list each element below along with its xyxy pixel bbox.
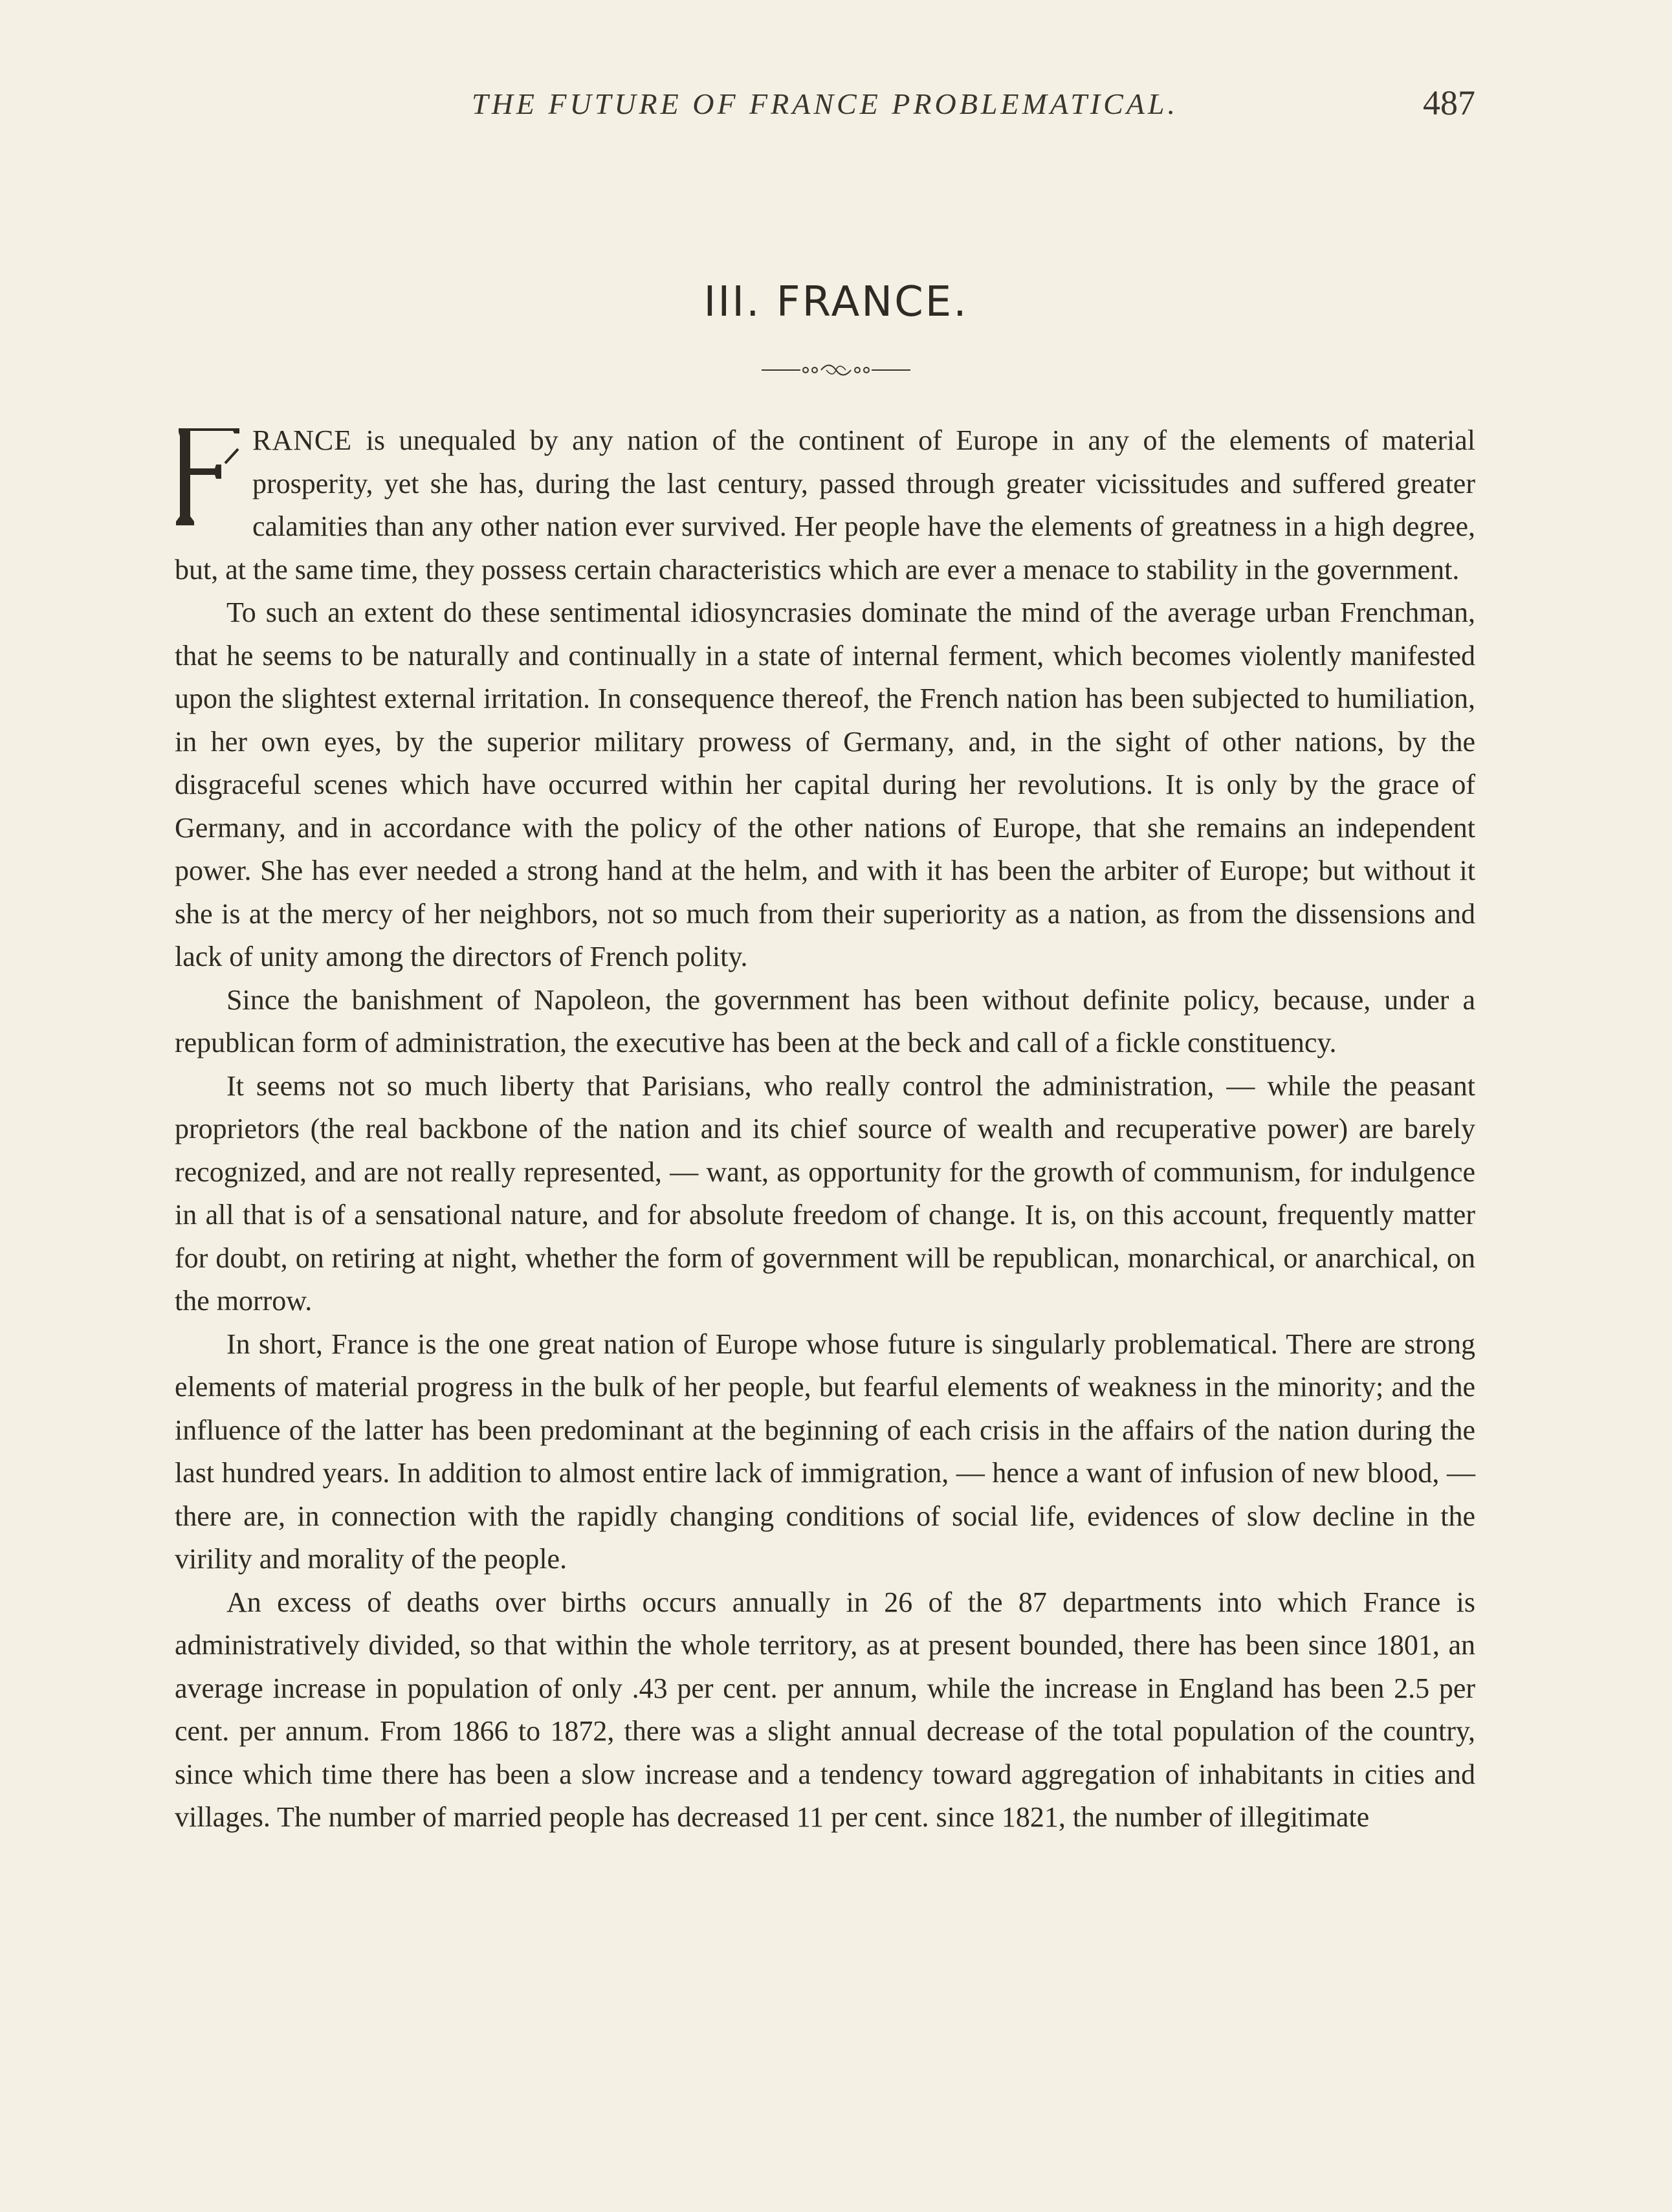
paragraph-6: An excess of deaths over births occurs annually in 26 of the 87 departments into which France is administratively divided, so that within the whole territory, as at present bounded, there has been since 1801, an average increase in population of only .43 per cent. per annum, while the increase in England has been 2.5 per cent. per annum. From 1866 to 1872, there was a slight annual decrease of the total population of the country, since which time there has been a slow increase and a tendency toward aggregation of inhabitants in cities and villages. The number of married people has decreased 11 per cent. since 1821, the number of illegitimate <box>175 1586 1475 1833</box>
paragraph-2: To such an extent do these sentimental idiosyncrasies dominate the mind of the average urban Frenchman, that he seems to be naturally and continually in a state of internal ferment, which becomes violently manifested upon the slightest external irritation. In consequence thereof, the French nation has been subjected to humiliation, in her own eyes, by the superior military prowess of Germany, and, in the sight of other nations, by the disgraceful scenes which have occurred within her capital during her revolutions. It is only by the grace of Germany, and in accordance with the policy of the other nations of Europe, that she remains an independent power. She has ever needed a strong hand at the helm, and with it has been the arbiter of Europe; but without it she is at the mercy of her neighbors, not so much from their superiority as a nation, as from the dissensions and lack of unity among the directors of French polity. <box>175 597 1475 972</box>
page-number: 487 <box>1423 83 1475 122</box>
paragraph-5: In short, France is the one great nation of Europe whose future is singularly problematical. There are strong elements of material progress in the bulk of her people, but fearful elements of weakness in the minority; and the influence of the latter has been predominant at the beginning of each crisis in the affairs of the nation during the last hundred years. In addition to almost entire lack of immigration, — hence a want of infusion of new blood, — there are, in connection with the rapidly changing conditions of social life, evidences of slow decline in the virility and morality of the people. <box>175 1328 1475 1575</box>
paragraph-1 <box>175 419 1475 591</box>
body-text <box>175 419 1475 1839</box>
running-head <box>175 78 1475 136</box>
paragraph-4: It seems not so much liberty that Parisians, who really control the administration, — while the peasant proprietors (the real backbone of the nation and its chief source of wealth and recuperative power) are barely recognized, and are not really represented, — want, as opportunity for the growth of communism, for indulgence in all that is of a sensational nature, and for absolute freedom of change. It is, on this account, frequently matter for doubt, on retiring at night, whether the form of government will be republican, monarchical, or anarchical, on the morrow. <box>175 1069 1475 1317</box>
running-title: THE FUTURE OF FRANCE PROBLEMATICAL. <box>472 87 1178 120</box>
ornament-divider-icon <box>762 362 910 378</box>
section-heading: III. FRANCE. <box>703 278 969 326</box>
first-word-rest: RANCE <box>252 424 353 456</box>
drop-cap-f-icon <box>175 423 243 527</box>
paragraph-3: Since the banishment of Napoleon, the government has been without definite policy, because, under a republican form of administration, the executive has been at the beck and call of a fickle constituency. <box>175 983 1475 1058</box>
paragraph-1-text: is unequaled by any nation of the continent of Europe in any of the elements of material prosperity, yet she has, during the last century, passed through greater vicissitudes and suffered greater calamities than any other nation ever survived. Her people have the elements of greatness in a high degree, but, at the same time, they possess certain characteristics which are ever a menace to stability in the government. <box>175 424 1475 586</box>
